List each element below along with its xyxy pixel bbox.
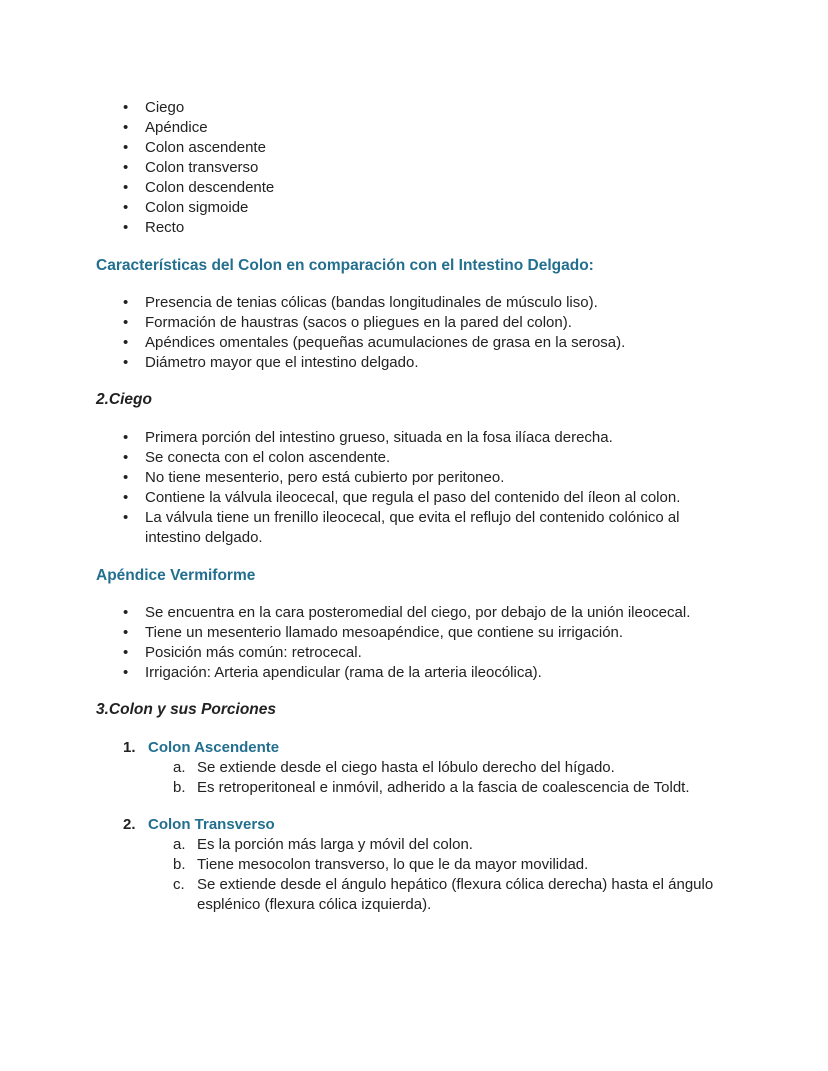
list-item-text: Formación de haustras (sacos o pliegues en la pared del colon). [145,314,572,331]
colon-parts-list [96,98,736,238]
entry-colon-ascendente [96,738,736,798]
sublist-item [96,835,736,855]
list-item-text: Posición más común: retrocecal. [145,644,362,661]
entry-number: 2. [123,816,136,833]
list-item [96,118,736,138]
bullet-icon: • [123,429,129,446]
caracteristicas-list [96,293,736,373]
list-item-text: Colon descendente [145,179,275,196]
bullet-icon: • [123,604,129,621]
list-item-text: La válvula tiene un frenillo ileocecal, que evita el reflujo del contenido colónico al intestino delgado. [145,509,680,546]
sublist-item-text: Es la porción más larga y móvil del colon. [197,836,473,853]
list-item [96,603,736,623]
bullet-icon: • [123,119,129,136]
bullet-icon: • [123,219,129,236]
list-item [96,333,736,353]
list-item [96,508,736,548]
list-item-text: Presencia de tenias cólicas (bandas longitudinales de músculo liso). [145,294,598,311]
heading-apendice-vermiforme: Apéndice Vermiforme [96,567,256,584]
sublist-letter: a. [173,759,186,776]
list-item [96,468,736,488]
entry-title: Colon Ascendente [148,739,280,756]
list-item [96,623,736,643]
bullet-icon: • [123,644,129,661]
list-item-text: Colon ascendente [145,139,266,156]
bullet-icon: • [123,294,129,311]
bullet-icon: • [123,469,129,486]
bullet-icon: • [123,159,129,176]
list-item-text: Tiene un mesenterio llamado mesoapéndice, que contiene su irrigación. [145,624,624,641]
sublist-item-text: Se extiende desde el ángulo hepático (flexura cólica derecha) hasta el ángulo esplénico (flexura cólica izquierda). [197,876,714,913]
heading-caracteristicas: Características del Colon en comparación con el Intestino Delgado: [96,257,594,274]
sublist-item-text: Tiene mesocolon transverso, lo que le da mayor movilidad. [197,856,589,873]
entry-title: Colon Transverso [148,816,275,833]
entry-colon-transverso [96,815,736,915]
sublist-item-text: Es retroperitoneal e inmóvil, adherido a la fascia de coalescencia de Toldt. [197,779,690,796]
sublist-letter: a. [173,836,186,853]
bullet-icon: • [123,314,129,331]
list-item-text: No tiene mesenterio, pero está cubierto por peritoneo. [145,469,505,486]
bullet-icon: • [123,509,129,526]
list-item-text: Se encuentra en la cara posteromedial del ciego, por debajo de la unión ileocecal. [145,604,691,621]
sublist-item-text: Se extiende desde el ciego hasta el lóbulo derecho del hígado. [197,759,615,776]
list-item [96,428,736,448]
bullet-icon: • [123,354,129,371]
bullet-icon: • [123,664,129,681]
sublist-letter: b. [173,856,186,873]
list-item-text: Primera porción del intestino grueso, situada en la fosa ilíaca derecha. [145,429,613,446]
entry-title-row [96,738,736,758]
list-item [96,98,736,118]
entry-sublist [96,835,736,915]
list-item-text: Colon sigmoide [145,199,249,216]
bullet-icon: • [123,139,129,156]
list-item [96,218,736,238]
list-item [96,138,736,158]
list-item [96,313,736,333]
sublist-item [96,758,736,778]
heading-colon-porciones: 3.Colon y sus Porciones [96,701,277,718]
list-item-text: Irrigación: Arteria apendicular (rama de la arteria ileocólica). [145,664,542,681]
entry-title-row [96,815,736,835]
list-item-text: Contiene la válvula ileocecal, que regula el paso del contenido del íleon al colon. [145,489,681,506]
ciego-list [96,428,736,548]
list-item [96,353,736,373]
document-content [96,98,736,915]
list-item-text: Diámetro mayor que el intestino delgado. [145,354,419,371]
sublist-item [96,855,736,875]
sublist-letter: c. [173,876,185,893]
sublist-item [96,778,736,798]
list-item [96,198,736,218]
bullet-icon: • [123,489,129,506]
list-item [96,178,736,198]
list-item [96,158,736,178]
list-item [96,643,736,663]
list-item-text: Apéndice [145,119,208,136]
list-item [96,663,736,683]
list-item [96,488,736,508]
sublist-letter: b. [173,779,186,796]
list-item [96,293,736,313]
bullet-icon: • [123,449,129,466]
list-item-text: Se conecta con el colon ascendente. [145,449,391,466]
list-item-text: Ciego [145,99,185,116]
entry-number: 1. [123,739,136,756]
list-item [96,448,736,468]
apendice-list [96,603,736,683]
list-item-text: Apéndices omentales (pequeñas acumulaciones de grasa en la serosa). [145,334,626,351]
bullet-icon: • [123,99,129,116]
bullet-icon: • [123,624,129,641]
list-item-text: Recto [145,219,185,236]
sublist-item [96,875,736,915]
bullet-icon: • [123,334,129,351]
list-item-text: Colon transverso [145,159,259,176]
bullet-icon: • [123,179,129,196]
heading-ciego: 2.Ciego [96,391,152,408]
bullet-icon: • [123,199,129,216]
entry-sublist [96,758,736,798]
